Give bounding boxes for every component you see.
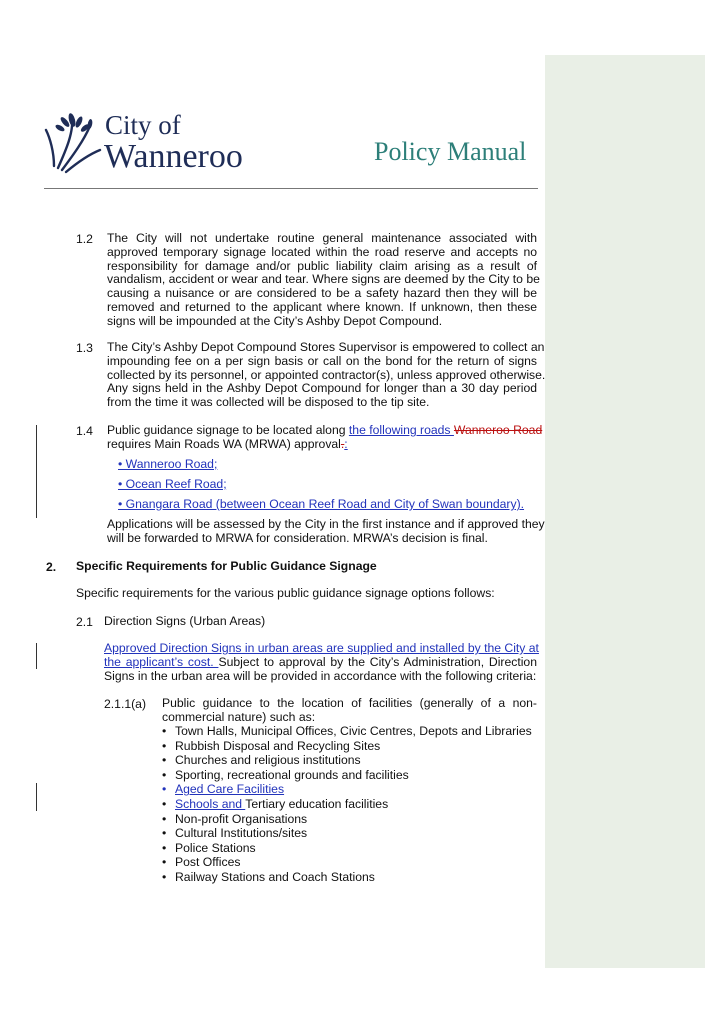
logo-text-wanneroo: Wanneroo	[104, 138, 243, 175]
text-line: from the time it was collected will be disposed to the tip site.	[107, 395, 430, 410]
text-line	[107, 438, 547, 452]
text-run: requires Main Roads WA (MRWA) approval	[107, 436, 341, 451]
text-line: Applications will be assessed by the City in the first instance and if approved they	[107, 517, 545, 531]
list-item: • Police Stations	[162, 841, 532, 856]
inserted-text: Approved Direction Signs in urban areas are supplied and installed by the City at	[104, 641, 539, 655]
list-item: • Non-profit Organisations	[162, 812, 532, 827]
text-line	[104, 656, 537, 670]
text-line: collected by its personnel, or appointed contractor(s), unless approved otherwise.	[107, 367, 546, 382]
inserted-text: the following roads	[348, 423, 454, 437]
text-line: causing a nuisance or are considered to be a safety hazard then they will be	[107, 286, 537, 301]
change-bar	[36, 643, 37, 669]
paragraph-1-4	[107, 424, 547, 452]
text-line: approved temporary signage located within the road reserve and accepts no	[107, 244, 537, 259]
list-item: • Rubbish Disposal and Recycling Sites	[162, 739, 532, 754]
text-run: Subject to approval by the City’s Administration, Direction	[218, 654, 537, 669]
road-list-item: • Ocean Reef Road;	[118, 477, 227, 491]
paragraph-1-2	[107, 231, 540, 329]
text-line: commercial nature) such as:	[162, 709, 316, 724]
list-item: • Cultural Institutions/sites	[162, 826, 532, 841]
comment-pane	[545, 55, 705, 968]
text-line: The City will not undertake routine general maintenance associated with	[107, 231, 537, 245]
paragraph-1-4-closing	[107, 517, 545, 546]
section-number: 1.3	[76, 341, 93, 355]
section-number: 2.	[46, 560, 57, 574]
inserted-text: Schools and	[175, 796, 246, 811]
list-item: • Railway Stations and Coach Stations	[162, 870, 532, 885]
text-line	[107, 424, 547, 438]
inserted-text: the applicant’s cost.	[104, 654, 219, 669]
text-line: removed and returned to the applicant where known. If unknown, then these	[107, 299, 537, 314]
text-line: Signs in the urban area will be provided in accordance with the following criteria:	[104, 668, 537, 683]
text-line: impounding fee on a per sign basis or call on the bond for the return of signs	[107, 353, 537, 368]
text-line: vandalism, accident or wear and tear. Where signs are deemed by the City to be	[107, 272, 540, 287]
paragraph-2-1-1a	[162, 697, 537, 725]
text-line: will be forwarded to MRWA for consideration. MRWA’s decision is final.	[107, 530, 488, 545]
section-intro: Specific requirements for the various public guidance signage options follows:	[76, 586, 495, 600]
deleted-text: Wanneroo Road	[453, 423, 543, 437]
header-divider	[44, 188, 538, 189]
text-line: responsibility for damage and/or public liability claim arising as a result of	[107, 258, 537, 273]
road-list-item: • Wanneroo Road;	[118, 457, 218, 471]
list-item: • Aged Care Facilities	[162, 782, 532, 797]
list-item	[162, 797, 532, 812]
list-item: • Sporting, recreational grounds and facilities	[162, 768, 532, 783]
logo-text-city-of: City of	[105, 110, 181, 140]
section-number: 1.2	[76, 232, 93, 246]
list-item: • Churches and religious institutions	[162, 753, 532, 768]
text-line: signs will be impounded at the City’s Ashby Depot Compound.	[107, 313, 443, 328]
list-item: • Town Halls, Municipal Offices, Civic Centres, Depots and Libraries	[162, 724, 532, 739]
paragraph-2-1	[104, 642, 537, 683]
road-list-item: • Gnangara Road (between Ocean Reef Road and City of Swan boundary).	[118, 497, 525, 511]
section-number: 2.1	[76, 615, 93, 629]
manual-title: Policy Manual	[374, 137, 527, 166]
change-bar	[36, 425, 37, 518]
paragraph-1-3	[107, 340, 546, 410]
text-line: Any signs held in the Ashby Depot Compound for longer than a 30 day period	[107, 381, 537, 396]
list-item: • Post Offices	[162, 855, 532, 870]
inserted-text: :	[344, 436, 348, 451]
deleted-text: .	[340, 436, 345, 451]
change-bar	[36, 783, 37, 811]
section-number: 1.4	[76, 424, 93, 438]
text-run: Tertiary education facilities	[245, 796, 389, 811]
subsection-heading: Direction Signs (Urban Areas)	[104, 614, 266, 628]
section-number: 2.1.1(a)	[104, 697, 147, 711]
text-line: The City’s Ashby Depot Compound Stores Supervisor is empowered to collect an	[107, 340, 545, 354]
section-heading: Specific Requirements for Public Guidance Signage	[76, 559, 377, 573]
text-run: Public guidance signage to be located along	[107, 423, 349, 437]
facilities-list	[162, 724, 532, 885]
text-line: Public guidance to the location of facilities (generally of a non-	[162, 696, 537, 710]
